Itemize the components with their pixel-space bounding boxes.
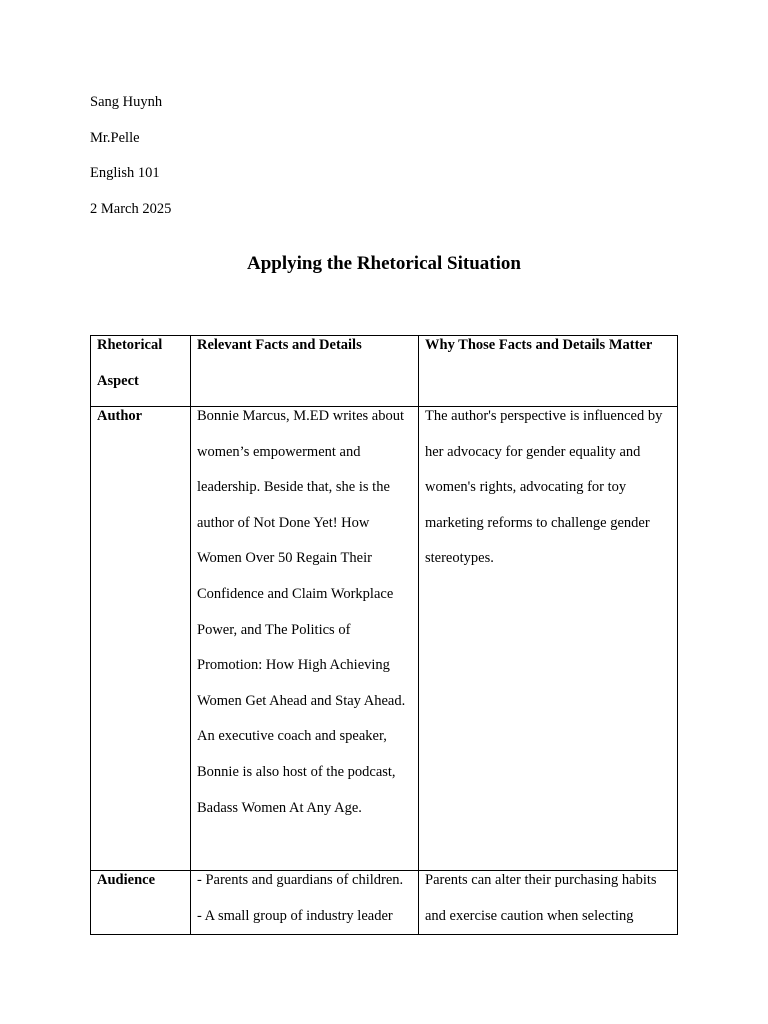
rhetorical-table bbox=[90, 335, 678, 935]
column-header-facts-text: Relevant Facts and Details bbox=[197, 337, 362, 353]
column-header-why-text: Why Those Facts and Details Matter bbox=[425, 337, 653, 353]
course-name: English 101 bbox=[90, 165, 160, 181]
audience-fact-line: - Parents and guardians of children. bbox=[197, 872, 404, 888]
aspect-author: Author bbox=[97, 408, 143, 424]
column-header-aspect-text: Rhetorical Aspect bbox=[97, 337, 163, 389]
why-cell bbox=[419, 407, 678, 871]
document-title: Applying the Rhetorical Situation bbox=[247, 253, 521, 274]
column-header-aspect bbox=[91, 336, 191, 407]
facts-cell bbox=[191, 871, 419, 935]
author-facts: Bonnie Marcus, M.ED writes about women’s empowerment and leadership. Beside that, she is the author of Not Done Yet! How Women Over 50 Regain Their Confidence and Claim Workplace Power, and The Politics of Promotion: How High Achieving Women Get Ahead and Stay Ahead. An executive coach and speaker, Bonnie is also host of the podcast, Badass Women At Any Age. bbox=[197, 408, 406, 816]
facts-cell bbox=[191, 407, 419, 871]
aspect-audience: Audience bbox=[97, 872, 155, 888]
table-header-row bbox=[91, 336, 678, 407]
instructor-name: Mr.Pelle bbox=[90, 130, 140, 146]
audience-facts bbox=[197, 871, 412, 935]
why-cell bbox=[419, 871, 678, 935]
author-why: The author's perspective is influenced by her advocacy for gender equality and women's rights, advocating for toy marketing reforms to challenge gender stereotypes. bbox=[425, 408, 663, 567]
aspect-cell bbox=[91, 871, 191, 935]
audience-why: Parents can alter their purchasing habits and exercise caution when selecting bbox=[425, 872, 657, 924]
table-row bbox=[91, 407, 678, 871]
aspect-cell bbox=[91, 407, 191, 871]
document-date: 2 March 2025 bbox=[90, 201, 172, 217]
audience-fact-line: - A small group of industry leader bbox=[197, 907, 393, 924]
student-name: Sang Huynh bbox=[90, 94, 163, 110]
column-header-facts bbox=[191, 336, 419, 407]
table-row bbox=[91, 871, 678, 935]
column-header-why bbox=[419, 336, 678, 407]
